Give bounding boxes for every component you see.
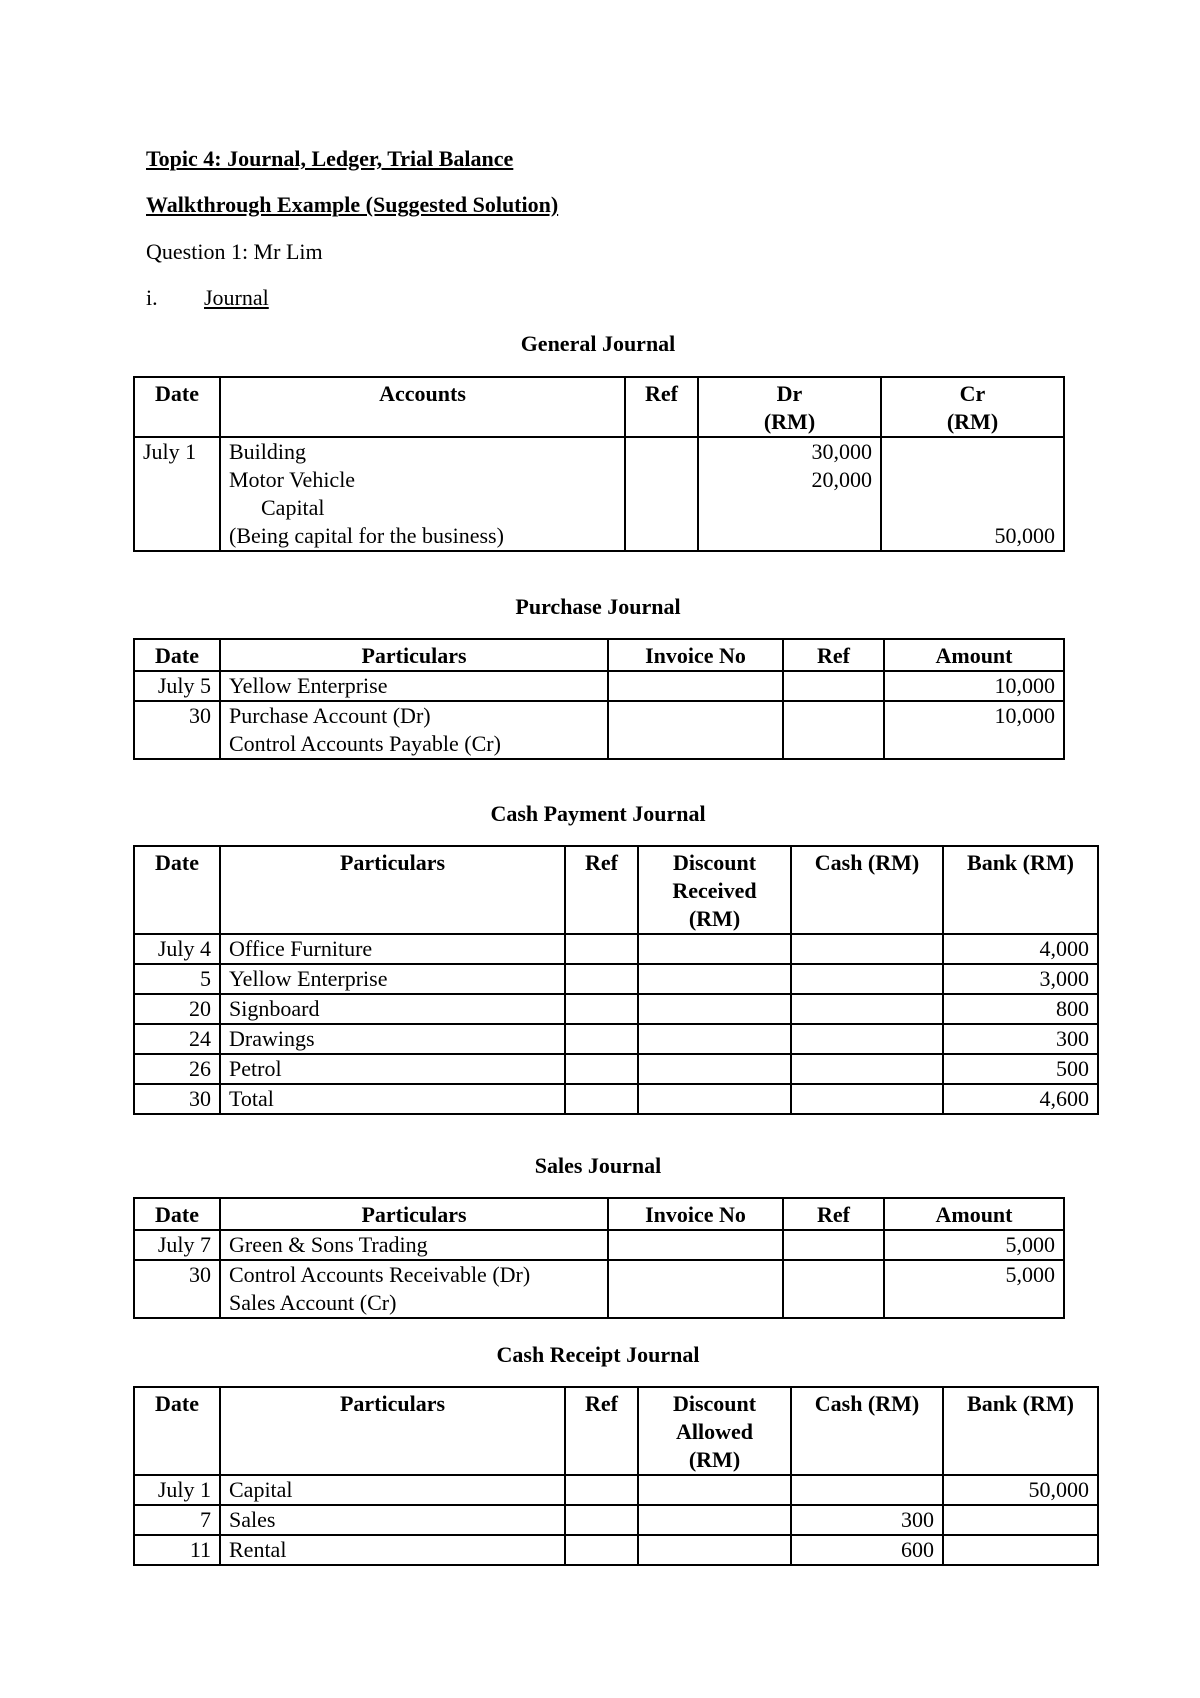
- cash-payment-journal-table: [133, 845, 1099, 1115]
- col-date: Date: [134, 377, 220, 437]
- discount-label: Discount: [672, 850, 757, 875]
- table-row: [134, 1054, 1098, 1084]
- ref-cell: [783, 1260, 884, 1318]
- discount-cell: [638, 964, 791, 994]
- cash-cell: [791, 1475, 943, 1505]
- table-row: [134, 671, 1064, 701]
- date-cell: 7: [134, 1505, 220, 1535]
- date-cell: July 5: [134, 671, 220, 701]
- col-accounts: Accounts: [220, 377, 625, 437]
- particulars-cell: Capital: [220, 1475, 565, 1505]
- bank-cell: 4,000: [943, 934, 1098, 964]
- discount-cell: [638, 1054, 791, 1084]
- table-row: [134, 1024, 1098, 1054]
- account-line: Building: [229, 439, 307, 464]
- purchase-journal-title: Purchase Journal: [515, 594, 681, 619]
- particulars-cell: Office Furniture: [220, 934, 565, 964]
- bank-cell: 50,000: [943, 1475, 1098, 1505]
- particulars-cell: Green & Sons Trading: [220, 1230, 608, 1260]
- cash-cell: 600: [791, 1535, 943, 1565]
- particulars-cell: Total: [220, 1084, 565, 1114]
- table-row: [134, 1535, 1098, 1565]
- document-subheading: Walkthrough Example (Suggested Solution): [146, 192, 559, 217]
- col-ref: Ref: [565, 846, 638, 934]
- particulars-line: Control Accounts Receivable (Dr): [229, 1262, 531, 1287]
- section-number: i.: [146, 285, 158, 310]
- date-cell: 11: [134, 1535, 220, 1565]
- discount-cell: [638, 1475, 791, 1505]
- col-date: Date: [134, 846, 220, 934]
- date-cell: 30: [134, 701, 220, 759]
- date-cell: 24: [134, 1024, 220, 1054]
- table-header-row: [134, 1198, 1064, 1230]
- col-ref: Ref: [783, 639, 884, 671]
- ref-cell: [783, 1230, 884, 1260]
- col-invoice-no: Invoice No: [608, 639, 783, 671]
- table-row: [134, 1505, 1098, 1535]
- amount-cell: 5,000: [884, 1260, 1064, 1318]
- ref-cell: [783, 701, 884, 759]
- amount-cell: 5,000: [884, 1230, 1064, 1260]
- bank-cell: 300: [943, 1024, 1098, 1054]
- invoice-cell: [608, 1230, 783, 1260]
- dr-unit: (RM): [763, 409, 816, 434]
- particulars-cell: Rental: [220, 1535, 565, 1565]
- date-cell: July 4: [134, 934, 220, 964]
- date-cell: 20: [134, 994, 220, 1024]
- date-cell: 30: [134, 1260, 220, 1318]
- discount-label: (RM): [688, 1447, 741, 1472]
- discount-cell: [638, 1535, 791, 1565]
- particulars-cell: Yellow Enterprise: [220, 671, 608, 701]
- col-bank: Bank (RM): [943, 846, 1098, 934]
- col-ref: Ref: [625, 377, 698, 437]
- ref-cell: [565, 1475, 638, 1505]
- cash-receipt-journal-title: Cash Receipt Journal: [496, 1342, 700, 1367]
- col-cr: [881, 377, 1064, 437]
- table-header-row: [134, 377, 1064, 437]
- table-row: [134, 437, 1064, 551]
- col-particulars: Particulars: [220, 639, 608, 671]
- table-row: [134, 994, 1098, 1024]
- col-cash: Cash (RM): [791, 1387, 943, 1475]
- bank-cell: [943, 1505, 1098, 1535]
- invoice-cell: [608, 671, 783, 701]
- discount-cell: [638, 994, 791, 1024]
- cash-cell: [791, 1024, 943, 1054]
- cr-label: Cr: [959, 381, 986, 406]
- particulars-cell: [220, 1260, 608, 1318]
- section-label: Journal: [204, 285, 269, 310]
- table-row: [134, 964, 1098, 994]
- ref-cell: [565, 1054, 638, 1084]
- particulars-line: Purchase Account (Dr): [229, 703, 431, 728]
- ref-cell: [565, 934, 638, 964]
- dr-label: Dr: [776, 381, 803, 406]
- ref-cell: [565, 1084, 638, 1114]
- bank-cell: 800: [943, 994, 1098, 1024]
- document-heading: Topic 4: Journal, Ledger, Trial Balance: [146, 146, 514, 171]
- col-amount: Amount: [884, 639, 1064, 671]
- col-date: Date: [134, 639, 220, 671]
- cash-receipt-journal-table: [133, 1386, 1099, 1566]
- dr-cell: [698, 437, 881, 551]
- col-amount: Amount: [884, 1198, 1064, 1230]
- invoice-cell: [608, 701, 783, 759]
- col-ref: Ref: [565, 1387, 638, 1475]
- table-row: [134, 701, 1064, 759]
- cash-cell: [791, 1054, 943, 1084]
- col-date: Date: [134, 1387, 220, 1475]
- table-row: [134, 934, 1098, 964]
- general-journal-table: [133, 376, 1065, 552]
- dr-amount: 30,000: [811, 439, 872, 464]
- accounts-cell: [220, 437, 625, 551]
- cash-cell: [791, 994, 943, 1024]
- sales-journal-title: Sales Journal: [534, 1153, 662, 1178]
- question-label: Question 1: Mr Lim: [146, 239, 323, 264]
- col-particulars: Particulars: [220, 1387, 565, 1475]
- particulars-line: Control Accounts Payable (Cr): [229, 731, 501, 756]
- discount-cell: [638, 1505, 791, 1535]
- ref-cell: [565, 964, 638, 994]
- ref-cell: [565, 1535, 638, 1565]
- discount-label: Received: [672, 878, 757, 903]
- date-cell: July 1: [134, 1475, 220, 1505]
- purchase-journal-table: [133, 638, 1065, 760]
- col-particulars: Particulars: [220, 1198, 608, 1230]
- col-discount-received: [638, 846, 791, 934]
- cash-cell: 300: [791, 1505, 943, 1535]
- date-cell: 26: [134, 1054, 220, 1084]
- table-row: [134, 1475, 1098, 1505]
- table-header-row: [134, 846, 1098, 934]
- col-discount-allowed: [638, 1387, 791, 1475]
- cash-cell: [791, 1084, 943, 1114]
- table-header-row: [134, 1387, 1098, 1475]
- col-date: Date: [134, 1198, 220, 1230]
- discount-label: Allowed: [676, 1419, 753, 1444]
- discount-label: (RM): [688, 906, 741, 931]
- bank-cell: 4,600: [943, 1084, 1098, 1114]
- cash-cell: [791, 934, 943, 964]
- particulars-cell: [220, 701, 608, 759]
- date-cell: 30: [134, 1084, 220, 1114]
- date-cell: July 7: [134, 1230, 220, 1260]
- table-row: [134, 1230, 1064, 1260]
- account-line: (Being capital for the business): [229, 523, 504, 548]
- date-cell: 5: [134, 964, 220, 994]
- ref-cell: [565, 1024, 638, 1054]
- bank-cell: [943, 1535, 1098, 1565]
- col-particulars: Particulars: [220, 846, 565, 934]
- discount-cell: [638, 1024, 791, 1054]
- general-journal-title: General Journal: [520, 331, 676, 356]
- discount-cell: [638, 1084, 791, 1114]
- particulars-line: Sales Account (Cr): [229, 1290, 397, 1315]
- particulars-cell: Yellow Enterprise: [220, 964, 565, 994]
- bank-cell: 500: [943, 1054, 1098, 1084]
- cr-cell: 50,000: [881, 437, 1064, 551]
- bank-cell: 3,000: [943, 964, 1098, 994]
- ref-cell: [565, 994, 638, 1024]
- col-cash: Cash (RM): [791, 846, 943, 934]
- col-bank: Bank (RM): [943, 1387, 1098, 1475]
- particulars-cell: Sales: [220, 1505, 565, 1535]
- amount-cell: 10,000: [884, 701, 1064, 759]
- sales-journal-table: [133, 1197, 1065, 1319]
- col-ref: Ref: [783, 1198, 884, 1230]
- ref-cell: [565, 1505, 638, 1535]
- invoice-cell: [608, 1260, 783, 1318]
- cash-cell: [791, 964, 943, 994]
- col-invoice-no: Invoice No: [608, 1198, 783, 1230]
- table-header-row: [134, 639, 1064, 671]
- account-line: Capital: [261, 495, 325, 520]
- discount-cell: [638, 934, 791, 964]
- discount-label: Discount: [672, 1391, 757, 1416]
- particulars-cell: Signboard: [220, 994, 565, 1024]
- cash-payment-journal-title: Cash Payment Journal: [490, 801, 706, 826]
- amount-cell: 10,000: [884, 671, 1064, 701]
- account-line: Motor Vehicle: [229, 467, 356, 492]
- dr-amount: 20,000: [811, 467, 872, 492]
- col-dr: [698, 377, 881, 437]
- date-cell: July 1: [134, 437, 220, 551]
- particulars-cell: Drawings: [220, 1024, 565, 1054]
- table-row: [134, 1260, 1064, 1318]
- cr-unit: (RM): [946, 409, 999, 434]
- particulars-cell: Petrol: [220, 1054, 565, 1084]
- ref-cell: [625, 437, 698, 551]
- ref-cell: [783, 671, 884, 701]
- table-row: [134, 1084, 1098, 1114]
